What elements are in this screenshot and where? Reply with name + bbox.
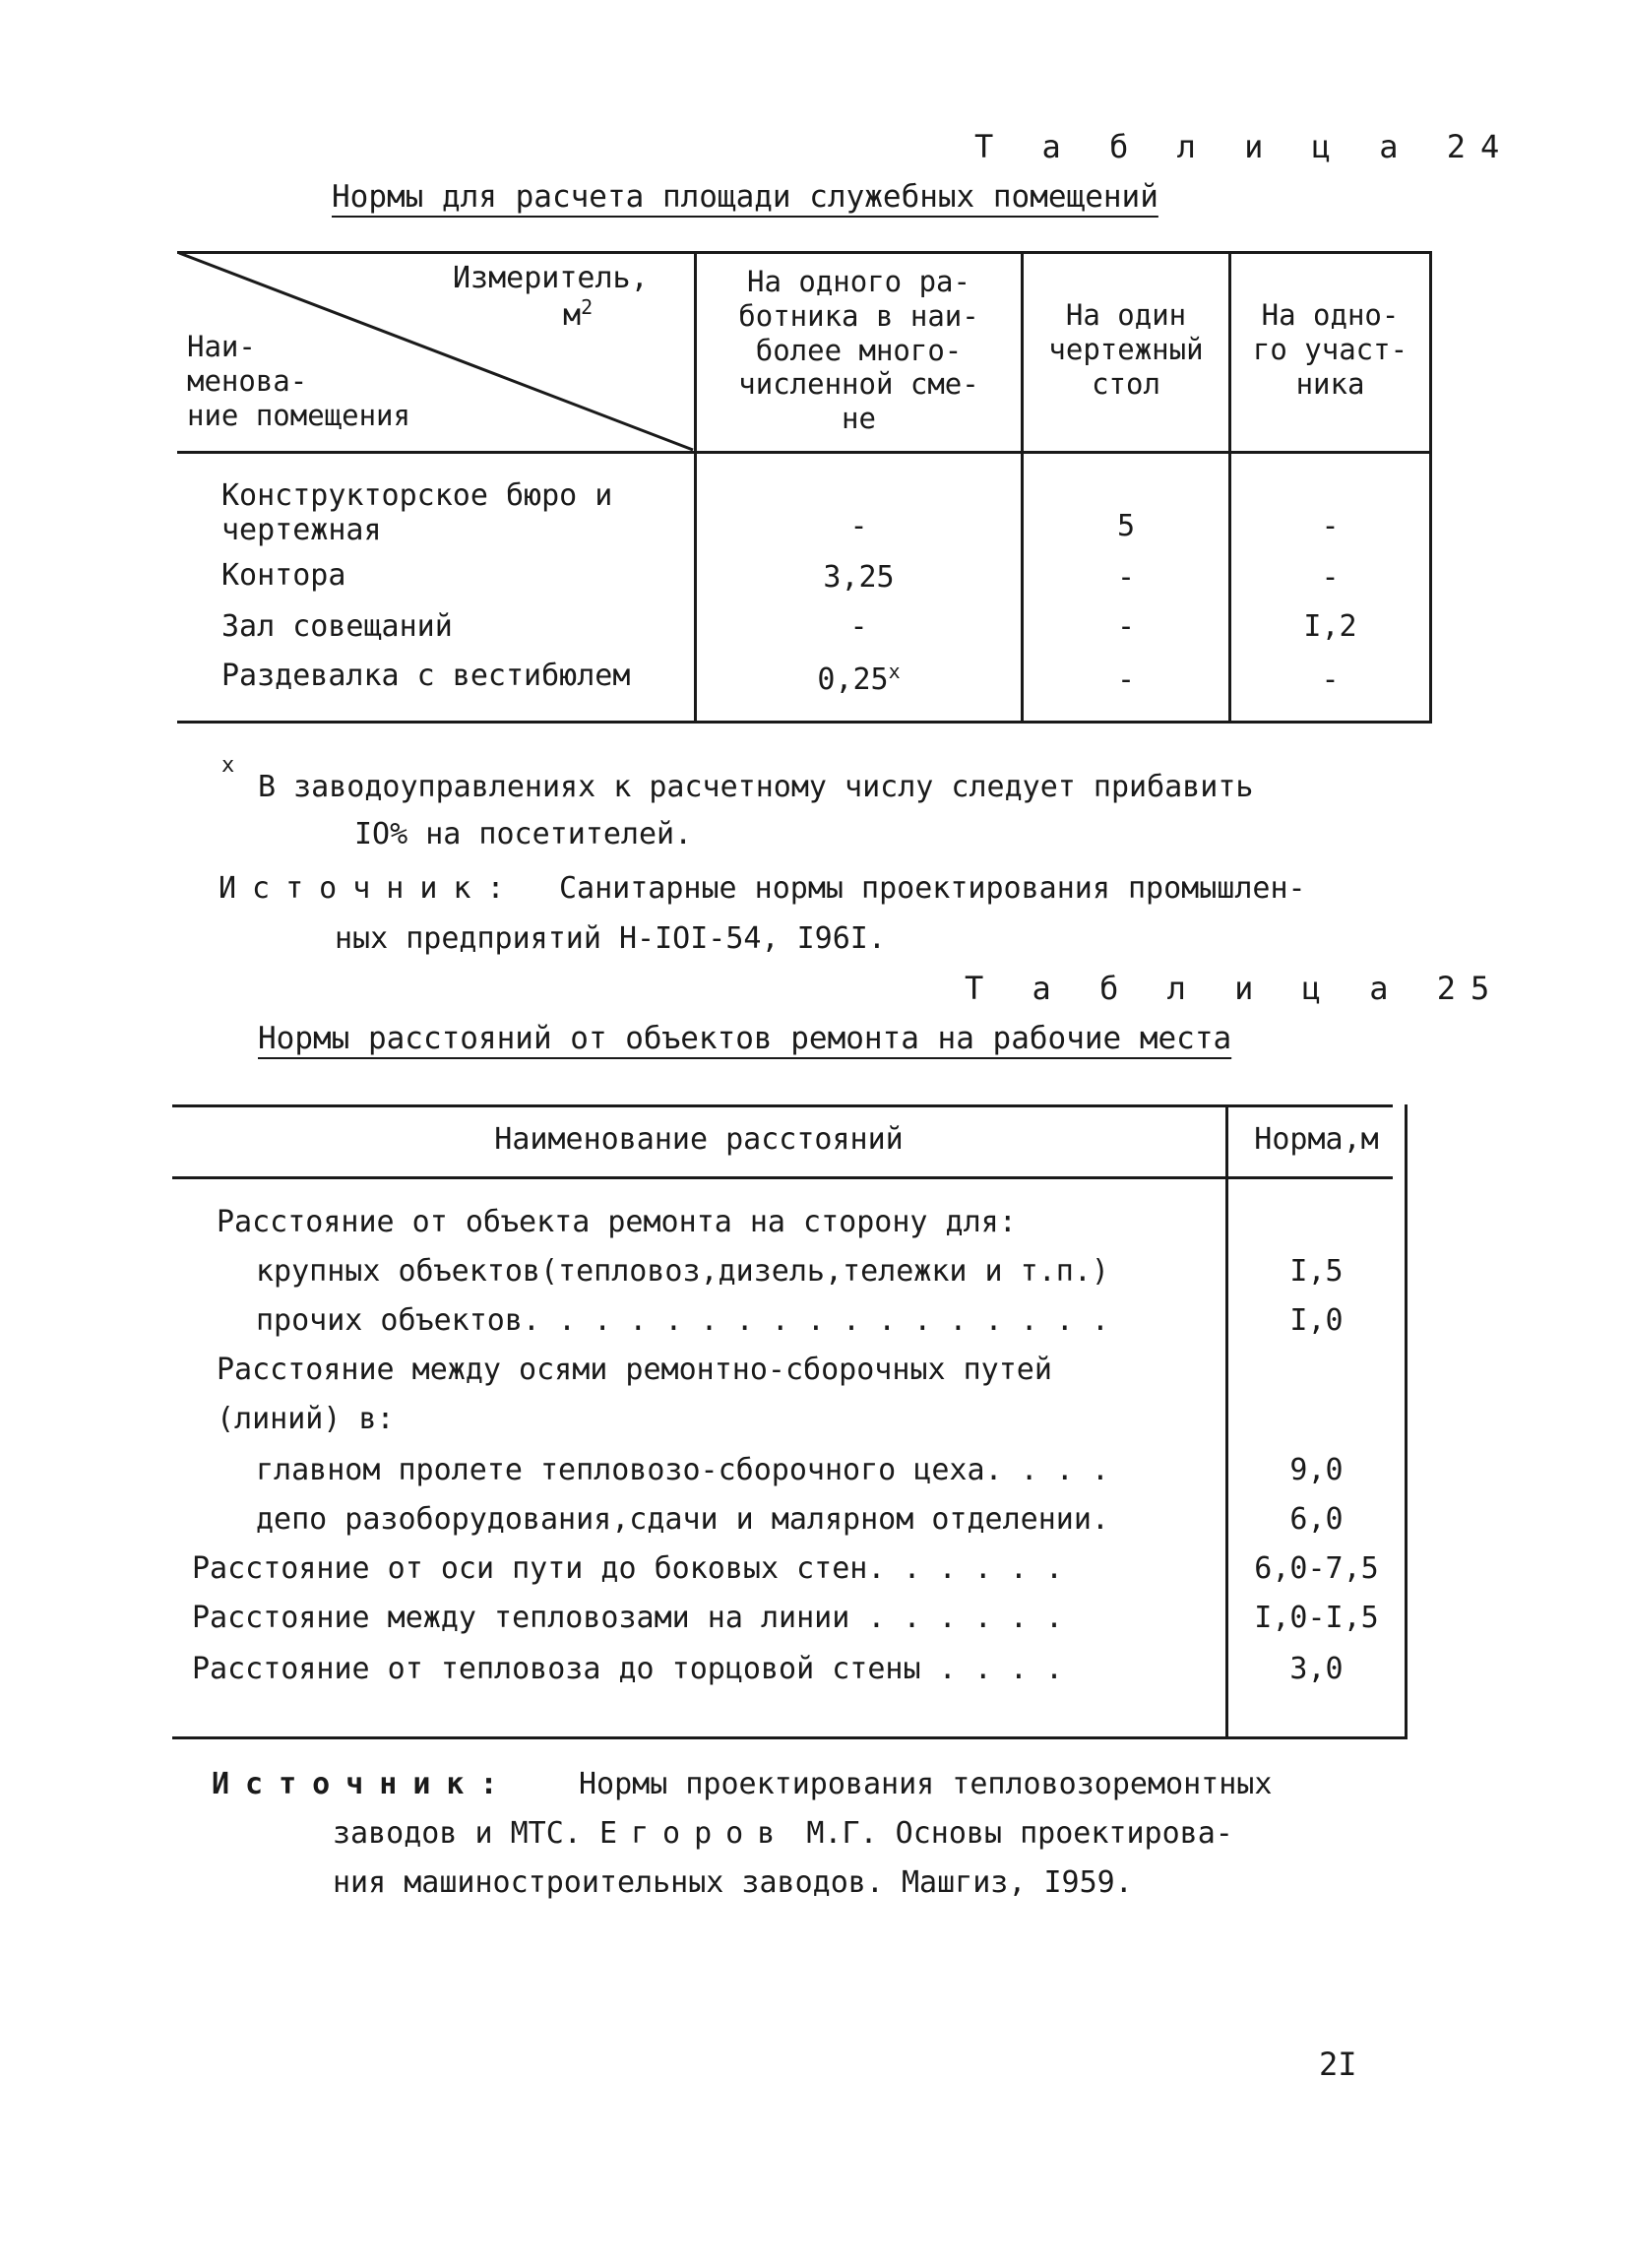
source2-line2: заводов и МТС. Егоров М.Г. Основы проектирова- [333, 1816, 1233, 1851]
source1-line2: ных предприятий Н-IOI-54, I96I. [335, 921, 886, 956]
table25-row6-text: главном пролете тепловозо-сборочного цеха. . . . [256, 1453, 1109, 1487]
table25-row5-text: (линий) в: [217, 1402, 395, 1436]
table25-header-rule [172, 1176, 1393, 1179]
table25-row9-text: Расстояние между тепловозами на линии . . . . . . [192, 1601, 1064, 1635]
page-number: 2I [1319, 2046, 1357, 2083]
source1-label: Источник: [219, 871, 521, 906]
table24-row2-v2: - [1116, 560, 1136, 595]
table24-row4-v1: 0,25$^x$ [817, 660, 901, 697]
table24-col3-header: На одно- го участ- ника [1252, 298, 1408, 401]
table24-col2-header: На один чертежный стол [1048, 298, 1204, 401]
source2-line3: ния машиностроительных заводов. Машгиз, I959. [333, 1865, 1133, 1900]
table24-row3-v2: - [1116, 609, 1136, 644]
table24-row3-v3: I,2 [1303, 609, 1357, 644]
table24-row3-v1: - [849, 609, 868, 644]
table25 [172, 1104, 1412, 1739]
table24 [177, 251, 1437, 724]
table24-measure-unit: $м^2$ [563, 295, 594, 333]
table25-row3-value: I,0 [1289, 1303, 1344, 1338]
table24-row4-v2: - [1116, 662, 1136, 697]
footnote-line2: IO% на посетителей. [354, 817, 693, 851]
table24-name-header: Наи- менова- ние помещения [187, 330, 410, 432]
table24-bottom-border [177, 721, 1432, 724]
table24-row1-v1: - [849, 509, 868, 543]
table25-row7-text: депо разоборудования,сдачи и малярном отделении. [256, 1502, 1109, 1537]
table24-row1-v3: - [1321, 509, 1340, 543]
table24-title: Т а б л и ц а 24 [974, 128, 1515, 165]
table25-vline-right [1405, 1104, 1408, 1739]
table25-row10-value: 3,0 [1289, 1652, 1344, 1686]
table25-name-header: Наименование расстояний [494, 1122, 904, 1157]
table24-vline-right [1429, 251, 1432, 724]
table24-measure-label: Измеритель, [453, 261, 649, 295]
table25-row8-value: 6,0-7,5 [1254, 1551, 1379, 1586]
footnote-mark: x [221, 753, 235, 778]
table24-row4-v3: - [1321, 662, 1340, 697]
table25-row9-value: I,0-I,5 [1254, 1601, 1379, 1635]
table25-row10-text: Расстояние от тепловоза до торцовой стены . . . . [192, 1652, 1064, 1686]
table25-row1-text: Расстояние от объекта ремонта на сторону для: [217, 1205, 1017, 1239]
table24-col1-header: На одного ра- ботника в наи- более много- численной сме- не [738, 265, 979, 436]
table25-row4-text: Расстояние между осями ремонтно-сборочных путей [217, 1353, 1052, 1387]
table25-row8-text: Расстояние от оси пути до боковых стен. . . . . . [192, 1551, 1064, 1586]
table25-top-border [172, 1104, 1393, 1107]
source1-line1: Санитарные нормы проектирования промышлен- [559, 871, 1306, 906]
source2-line1: Нормы проектирования тепловозоремонтных [579, 1767, 1273, 1801]
table25-title: Т а б л и ц а 25 [965, 970, 1505, 1007]
footnote-ref-mark: x [888, 660, 901, 683]
table25-row2-text: крупных объектов(тепловоз,дизель,тележки и т.п.) [256, 1254, 1109, 1289]
table25-caption: Нормы расстояний от объектов ремонта на рабочие места [258, 1021, 1232, 1056]
table25-bottom-border [172, 1736, 1408, 1739]
table25-row2-value: I,5 [1289, 1254, 1344, 1289]
table24-row2-name: Контора [221, 558, 346, 593]
table24-row4-name: Раздевалка с вестибюлем [221, 659, 631, 693]
table24-row1-v2: 5 [1116, 509, 1136, 543]
table24-caption: Нормы для расчета площади служебных помещений [332, 179, 1158, 215]
source2-author: Егоров [598, 1816, 789, 1851]
table24-row2-v3: - [1321, 560, 1340, 595]
table25-norm-header: Норма,м [1254, 1122, 1379, 1157]
table24-row2-v1: 3,25 [823, 560, 895, 595]
table25-row7-value: 6,0 [1289, 1502, 1344, 1537]
table24-row1-name: Конструкторское бюро и чертежная [221, 478, 613, 547]
source2-label: Источник: [212, 1767, 514, 1801]
table25-row6-value: 9,0 [1289, 1453, 1344, 1487]
table24-row3-name: Зал совещаний [221, 609, 453, 644]
footnote-line1: В заводоуправлениях к расчетному числу следует прибавить [258, 770, 1254, 804]
table25-vline-1 [1225, 1104, 1228, 1739]
table25-row3-text: прочих объектов. . . . . . . . . . . . . . . . . [256, 1303, 1109, 1338]
